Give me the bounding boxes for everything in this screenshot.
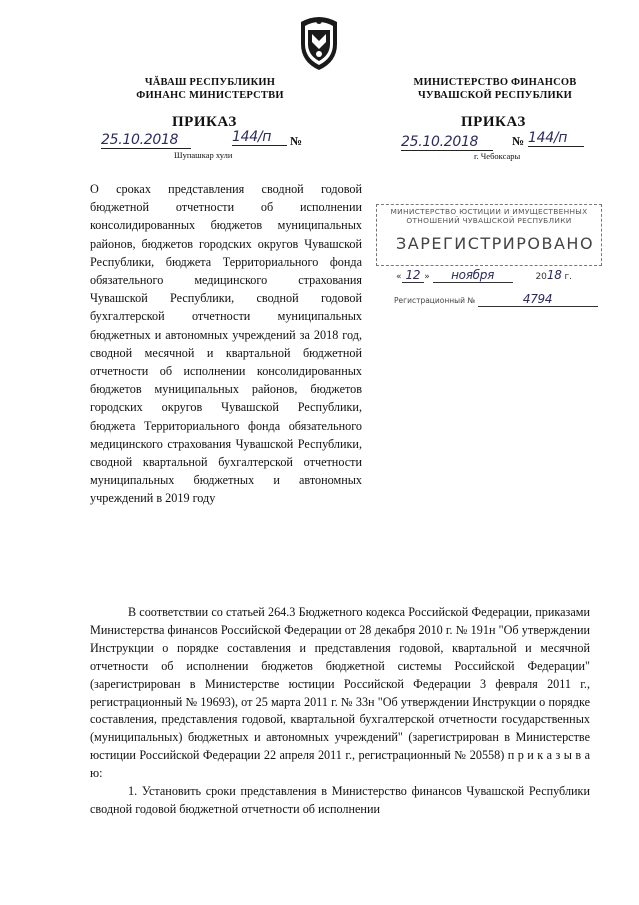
stamp-reg-label: Регистрационный № (394, 296, 476, 305)
header-right-date: 25.10.2018 (401, 134, 493, 151)
header-left-title: ПРИКАЗ (172, 114, 237, 130)
header-right-line1: МИНИСТЕРСТВО ФИНАНСОВ (413, 77, 577, 88)
stamp-year-suffix: 18 (546, 268, 562, 282)
header-left-number: 144/п (232, 129, 287, 146)
stamp-registration (394, 292, 600, 307)
header-left-line2: ФИНАНС МИНИСТЕРСТВИ (136, 90, 284, 101)
stamp-date: « 12 » ноября 2018 г. (396, 268, 573, 282)
document-body (90, 604, 590, 819)
header-right-city: г. Чебоксары (474, 151, 521, 161)
header-right-number: 144/п (528, 130, 584, 147)
body-paragraph-2: 1. Установить сроки представления в Министерство финансов Чувашской Республики сводной годовой бюджетной отчетности об исполнении (90, 784, 590, 816)
header-left-line1: ЧĂВАШ РЕСПУБЛИКИН (144, 77, 276, 88)
stamp-day: 12 (402, 268, 425, 283)
stamp-year-prefix: 20 (535, 272, 547, 282)
header-right-line2: ЧУВАШСКОЙ РЕСПУБЛИКИ (417, 90, 573, 101)
document-title: О сроках представления сводной годовой бюджетной отчетности об исполнении консолидированных бюджетов муниципальных районов, бюджетов городских округов Чувашской Республики, бюджета Территориального фонда обязательного медицинского страхования Чувашской Республики, сводной годовой бухгалтерской отчетности муниципальных бюджетных и автономных учреждений за 2018 год, сводной месячной и квартальной бюджетной отчетности об исполнении консолидированных бюджетов муниципальных районов, бюджетов городских округов Чувашской Республики, бюджета Территориального фонда обязательного медицинского страхования Чувашской Республики, сводной квартальной бухгалтерской отчетности муниципальных бюджетных и автономных учреждений в 2019 году (90, 182, 362, 506)
stamp-reg-number: 4794 (478, 292, 598, 307)
stamp-month: ноября (433, 268, 513, 283)
stamp-status: ЗАРЕГИСТРИРОВАНО (396, 234, 595, 253)
registration-stamp (376, 204, 602, 308)
header-left-number-sign: № (290, 134, 303, 148)
stamp-organization: МИНИСТЕРСТВО ЮСТИЦИИ И ИМУЩЕСТВЕННЫХ ОТНОШЕНИЙ ЧУВАШСКОЙ РЕСПУБЛИКИ (390, 207, 588, 225)
header-left-city: Шупашкар хули (174, 150, 233, 160)
chuvash-emblem (296, 14, 342, 72)
body-paragraph-1: В соответствии со статьей 264.3 Бюджетного кодекса Российской Федерации, приказами Министерства финансов Российской Федерации от 28 декабря 2010 г. № 191н "Об утверждении Инструкции о порядке составления и представления годовой, квартальной и месячной отчетности об исполнении бюджетов бюджетной системы Российской Федерации" (зарегистрирован в Министерстве юстиции Российской Федерации 3 февраля 2011 г., регистрационный № 19693), от 25 марта 2011 г. № 33н "Об утверждении Инструкции о порядке составления, представления годовой, квартальной бухгалтерской отчетности государственных (муниципальных) бюджетных и автономных учреждений" (зарегистрирован в Министерстве юстиции Российской Федерации 22 апреля 2011 г., регистрационный № 20558) п р и к а з ы в а ю: (90, 605, 590, 781)
header-right-number-sign: № (512, 134, 525, 148)
header-left-date: 25.10.2018 (101, 132, 191, 149)
header-right-title: ПРИКАЗ (461, 114, 526, 130)
